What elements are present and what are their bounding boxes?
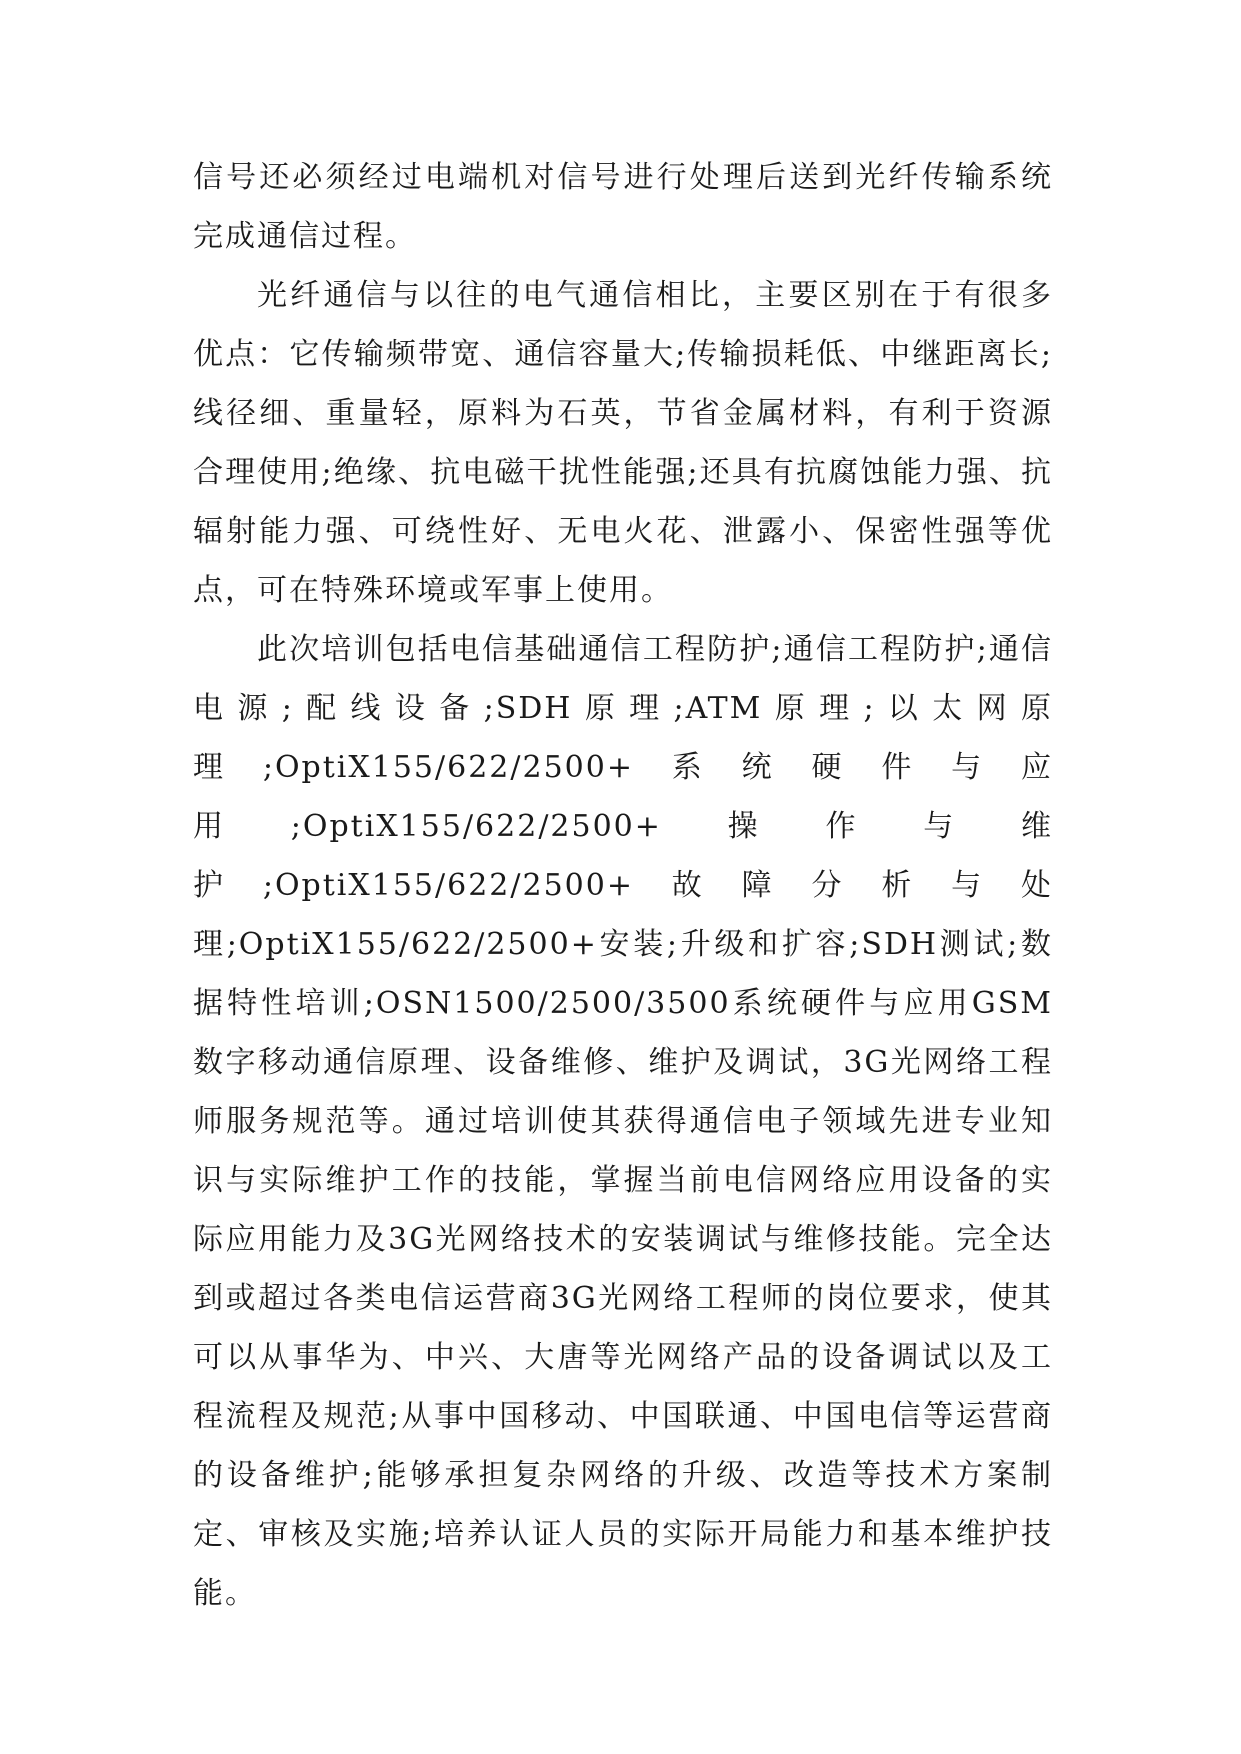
paragraph-continuation: 信号还必须经过电端机对信号进行处理后送到光纤传输系统完成通信过程。 [193,160,1053,254]
body-text [193,148,1053,1623]
paragraph-training-content: 此次培训包括电信基础通信工程防护;通信工程防护;通信电源;配线设备;SDH原理;ATM原理;以太网原理;OptiX155/622/2500+系统硬件与应用;OptiX155/622/2500+操作与维护;OptiX155/622/2500+故障分析与处理;OptiX155/622/2500+安装;升级和扩容;SDH测试;数据特性培训;OSN1500/2500/3500系统硬件与应用GSM数字移动通信原理、设备维修、维护及调试，3G光网络工程师服务规范等。通过培训使其获得通信电子领域先进专业知识与实际维护工作的技能，掌握当前电信网络应用设备的实际应用能力及3G光网络技术的安装调试与维修技能。完全达到或超过各类电信运营商3G光网络工程师的岗位要求，使其可以从事华为、中兴、大唐等光网络产品的设备调试以及工程流程及规范;从事中国移动、中国联通、中国电信等运营商的设备维护;能够承担复杂网络的升级、改造等技术方案制定、审核及实施;培养认证人员的实际开局能力和基本维护技能。 [193,632,1053,1611]
paragraph-fiber-advantages: 光纤通信与以往的电气通信相比，主要区别在于有很多优点：它传输频带宽、通信容量大;传输损耗低、中继距离长;线径细、重量轻，原料为石英，节省金属材料，有利于资源合理使用;绝缘、抗电磁干扰性能强;还具有抗腐蚀能力强、抗辐射能力强、可绕性好、无电火花、泄露小、保密性强等优点，可在特殊环境或军事上使用。 [193,278,1053,608]
